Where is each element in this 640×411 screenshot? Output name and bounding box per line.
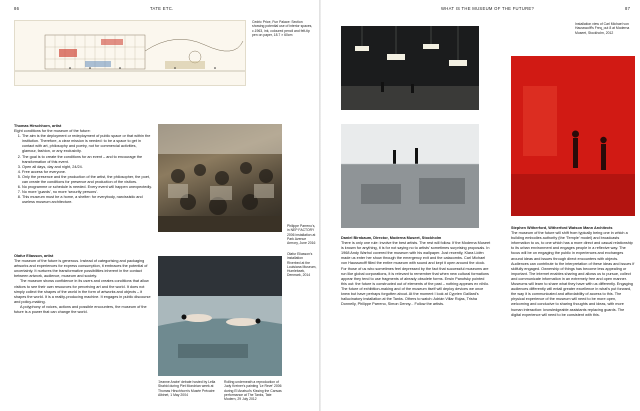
eliasson-block <box>14 254 152 396</box>
left-page <box>0 0 319 411</box>
audience-photo <box>158 124 282 232</box>
condition-item: 4. Free access for everyone. <box>22 170 152 175</box>
red-room-photo <box>511 56 635 216</box>
eliasson-heading: Olafur Eliasson, artist <box>14 254 54 258</box>
caption-parreno: Philippe Parreno's, in NEP FACTORY 2006 installation at Park Avenue Armory, June 2016 <box>287 224 316 246</box>
right-page <box>321 0 640 411</box>
hirschhorn-intro: Eight conditions for the museum of the future: <box>14 129 91 134</box>
birnbaum-text: There is only one rule: involve the best artists. The rest will follow. If the Moderna Museet is known for anything, it is for not saying no to artists' sometimes surprising proposals. In 1968 Andy Warhol covered the museum with his wallpaper. Just recently, Klara Lidén made us enter her show through the emergency exit and the catacombs. Carl Michael von Hausswolff filled the entire museum with sound and kept it open around the clock. For those of us who sometimes feel depressed by the fact that successful museums are run like global corporations, it is relevant to remember that when new cultural formations appear they tend to use fragments of already obsolete forms. Erwin Panofsky pointed this out: the future is constructed out of elements of the past – nothing appears ex nihilo. The future of exhibition-making and of the museum itself will deploy devices we once knew but have perhaps forgotten about. At the moment I look at Cyprien Gaillard's hallucinatory installation at the Tanks. Others to watch: Adrián Villar Rojas, Trisha Donnelly, Philippe Parreno, Simon Denny... Follow the artists. <box>341 241 491 307</box>
hirschhorn-heading: Thomas Hirschhorn, artist <box>14 124 62 128</box>
condition-item: 7. No more 'guards', no more 'security persons'. <box>22 190 152 195</box>
condition-item: 3. Open all days, day and night, 24/24. <box>22 165 152 170</box>
caption-fun-palace: Cedric Price, Fun Palace: Section showing potential use of interior spaces, c.1963, ink, coloured pencil and felt-tip pen on paper, 18.7 × 60cm <box>252 20 313 37</box>
eliasson-paragraph: The museum shows confidence in its users and creates conditions that allow visitors to see their own resources for perceiving art and the world. It does not simply collect the shapes of the world in the form of artworks and objects – it shapes the world. It is a reality-producing machine. It engages in public discourse and policy-making. <box>14 279 151 304</box>
condition-item: 5. Only the presence and the production of the artist, the philosopher, the poet, can create the conditions for presence and production of the visitors. <box>22 175 152 185</box>
page-number-right: 87 <box>625 6 631 11</box>
condition-item: 1. The aim is the deployment or redeployment of public space or that within the institution. Therefore, a clear mission is needed: to be a space to get in contact with art, philosophy and poetry, not for commercial activities, glamour, fashion, or any exclusivity. <box>22 134 152 154</box>
performance-photo <box>158 256 282 376</box>
page-number-left: 86 <box>14 6 20 11</box>
birnbaum-heading: Daniel Birnbaum, Director, Moderna Museet, Stockholm <box>341 236 442 240</box>
installation-photo-dark <box>341 26 479 110</box>
caption-tanks-performance: Rolling underneath a reproduction of Judy Kreiner's painting 'Le Reve' 2006 during El Anatsui's Kissing the Canvas performance at The Tanks, Tate Modern, 29 July 2012 <box>224 380 282 402</box>
caption-riverbed: Olafur Eliasson's installation Riverbed at the Louisiana Museum, Humlebaek, Denmark, 2014 <box>287 252 317 278</box>
white-gallery-photo <box>341 124 479 228</box>
witherford-heading: Stephen Witherford, Witherford Watson Mann Architects <box>511 226 613 230</box>
condition-item: 8. This museum must be a home, a shelter: for everybody, narcissistic and useless museum architecture. <box>22 195 152 205</box>
running-head-left: TATE ETC. <box>150 6 174 11</box>
caption-hausswolff: Installation view of Carl Michael von Hausswolff's Freq_out 8 at Moderna Museet, Stockholm, 2012 <box>575 22 630 35</box>
eliasson-paragraph: The museum of the future is generous. Instead of categorising and packaging artworks and experiences for express consumption, it embraces the potential of uncertainty. It nurtures the transformative possibilities inherent in the contact between artwork, audience, museum and society. <box>14 259 148 279</box>
witherford-block <box>511 226 635 406</box>
hirschhorn-block <box>14 124 152 246</box>
witherford-text: The museum of the future will shift from typically being one in which a building embodies authority (the 'Temple' model) and broadcasts information to us, to one which has a more direct and casual relationship to its urban environment and engages people in a reflexive way. The focus will be on engaging the public in experiences and exchanges around ideas and issues through direct encounters with objects. Audiences can contribute to the interpretation of these ideas and issues if skilfully engaged. Ownership of things has become less appealing or important. The internet enables sharing and allows us to pursue, collect and communicate information in an extremely free and open manner. Museums will learn to share what they have with us differently. Engaging audiences differently will entail greater excellence in what's put forward, the way it is communicated and affordability of access to this. The physical experience of the museum will need to be more open, welcoming and conducive to sharing thoughts and ideas, with more human interaction: knowledgeable assistants replacing guards. The digital experience will need to be consistent with this. <box>511 231 635 317</box>
caption-hirschhorn-debate: 'Jeanne Arabe' debate hosted by Lella Shahid during Piet Mondrian week at Thomas Hirschhorn's Musée Précaire Albinet, 1 May 2004 <box>158 380 216 397</box>
birnbaum-block <box>341 236 491 404</box>
hirschhorn-conditions <box>14 134 152 205</box>
eliasson-paragraph: A polyphony of voices, actions and possible encounters, the museum of the future is a power that can change the world. <box>14 304 147 315</box>
running-head-right: WHAT IS THE MUSEUM OF THE FUTURE? <box>441 6 535 11</box>
fun-palace-drawing <box>14 20 246 86</box>
condition-item: 6. No programme or schedule is needed. Every event will happen unexpectedly. <box>22 185 152 190</box>
condition-item: 2. The goal is to create the conditions for an event – and to encourage the transformation of this event. <box>22 155 152 165</box>
